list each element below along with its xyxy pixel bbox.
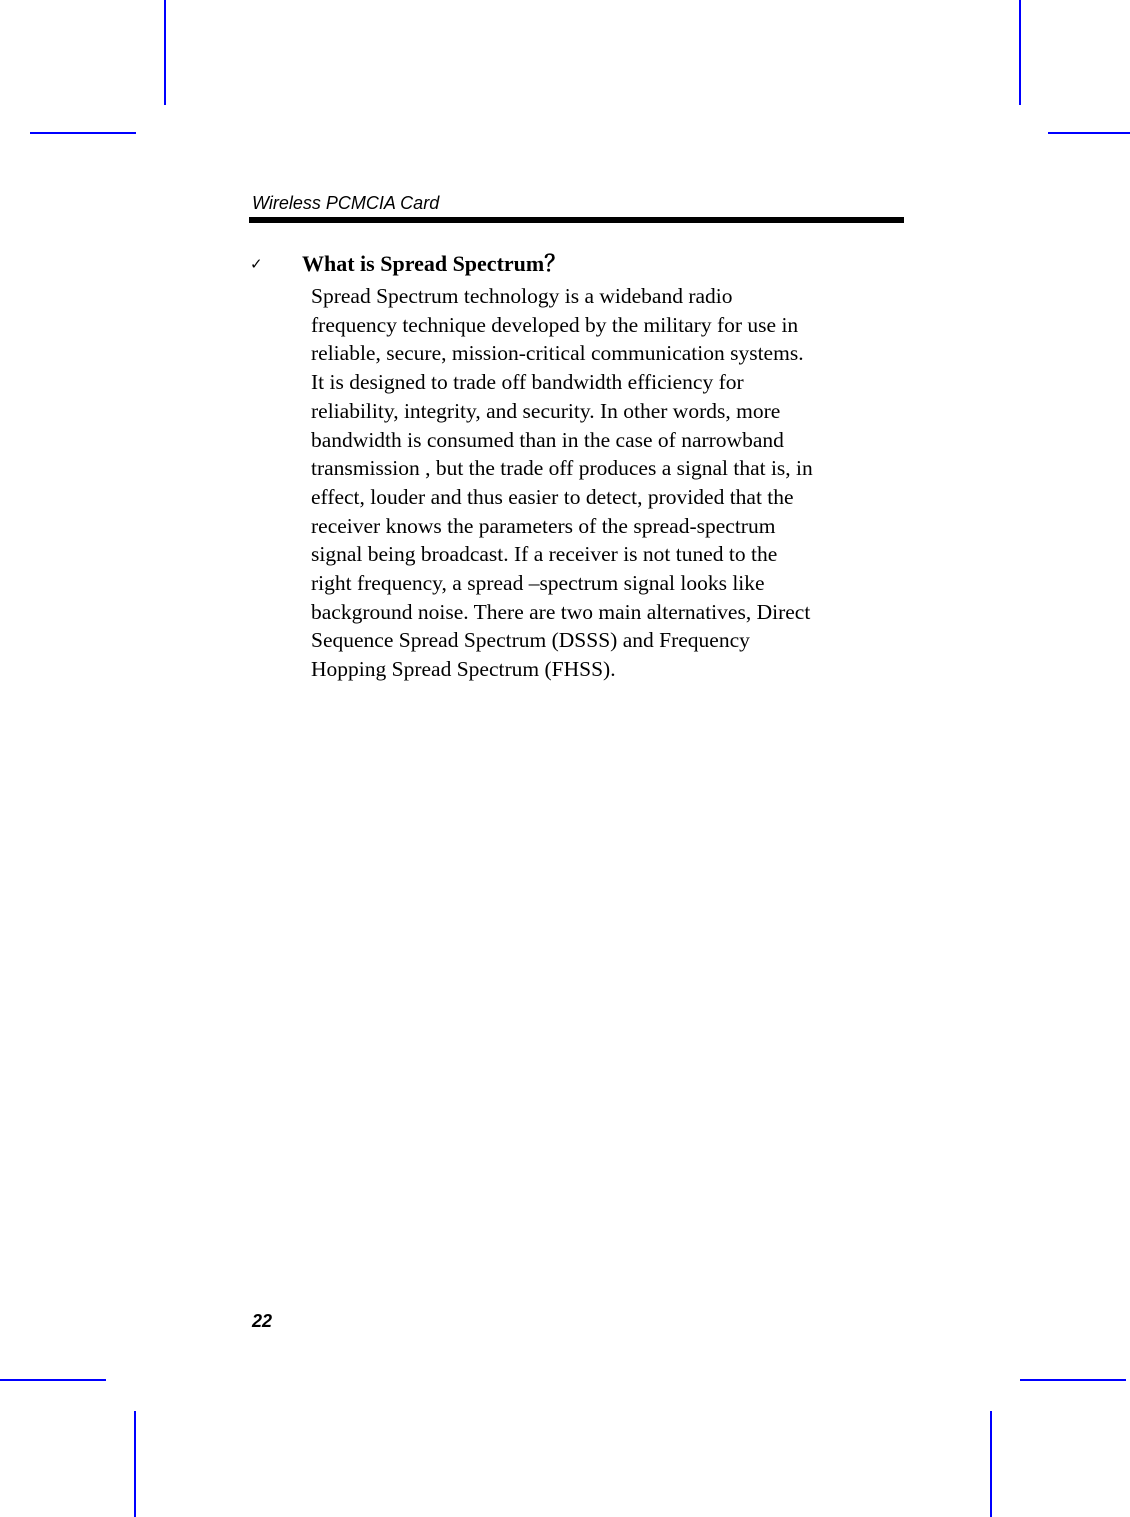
body-line: bandwidth is consumed than in the case of narrowband <box>311 427 784 452</box>
body-line: Sequence Spread Spectrum (DSSS) and Frequency <box>311 628 750 653</box>
crop-mark-bottom-right-horizontal <box>1020 1379 1126 1381</box>
body-line: reliable, secure, mission-critical communication systems. <box>311 341 804 366</box>
body-line: signal being broadcast. If a receiver is not tuned to the <box>311 542 778 567</box>
crop-mark-bottom-right-vertical <box>990 1411 992 1517</box>
body-line: background noise. There are two main alternatives, Direct <box>311 599 811 624</box>
checkmark-icon: ✓ <box>250 255 263 273</box>
body-line: right frequency, a spread –spectrum signal looks like <box>311 571 765 596</box>
section-body <box>311 282 891 684</box>
crop-mark-top-right-horizontal <box>1048 132 1130 134</box>
crop-mark-top-left-horizontal <box>30 132 136 134</box>
page-number: 22 <box>252 1311 273 1331</box>
body-line: receiver knows the parameters of the spread-spectrum <box>311 513 776 538</box>
crop-mark-top-right-vertical <box>1019 0 1021 105</box>
header-rule <box>249 217 904 223</box>
crop-mark-top-left-vertical <box>164 0 166 105</box>
body-line: Spread Spectrum technology is a wideband radio <box>311 284 733 308</box>
body-line: transmission , but the trade off produces a signal that is, in <box>311 456 813 481</box>
body-line: It is designed to trade off bandwidth efficiency for <box>311 370 744 395</box>
body-line: effect, louder and thus easier to detect, provided that the <box>311 484 794 509</box>
body-line: frequency technique developed by the military for use in <box>311 312 799 337</box>
running-header-title: Wireless PCMCIA Card <box>252 193 440 213</box>
body-line: Hopping Spread Spectrum (FHSS). <box>311 657 616 682</box>
section-heading: What is Spread Spectrum？ <box>302 251 567 276</box>
crop-mark-bottom-left-horizontal <box>0 1379 106 1381</box>
body-line: reliability, integrity, and security. In other words, more <box>311 398 781 423</box>
crop-mark-bottom-left-vertical <box>134 1411 136 1517</box>
